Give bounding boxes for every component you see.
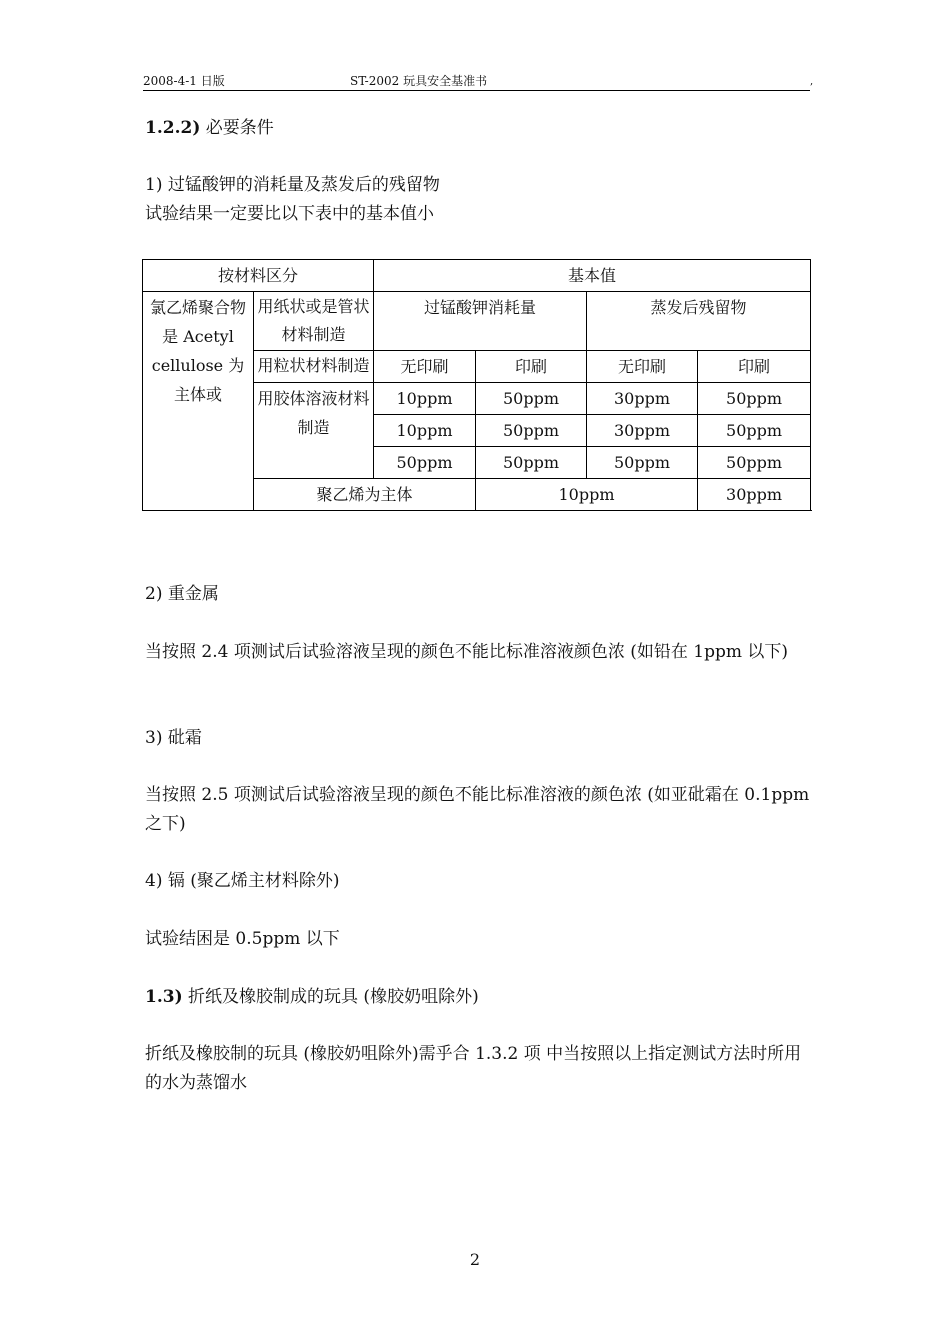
header-date: 2008-4-1 日版 <box>143 74 225 88</box>
item4-body: 试验结困是 0.5ppm 以下 <box>145 929 340 949</box>
section-title: 必要条件 <box>205 118 274 138</box>
table-cell: 50ppm <box>698 447 811 479</box>
section-1-3-body: 折纸及橡胶制的玩具 (橡胶奶咀除外)需乎合 1.3.2 项 中当按照以上指定测试方法时所用的水为蒸馏水 <box>145 1044 802 1093</box>
item3-body: 当按照 2.5 项测试后试验溶液呈现的颜色不能比标准溶液的颜色浓 (如亚砒霜在 0.1ppm 之下) <box>145 785 810 834</box>
section-number: 1.3) <box>145 987 183 1007</box>
pe-kmno4-value: 10ppm <box>476 479 698 511</box>
th-no-print-1: 无印刷 <box>374 351 476 383</box>
table-cell: 10ppm <box>374 383 476 415</box>
table-cell: 30ppm <box>587 383 698 415</box>
page-number: 2 <box>469 1250 481 1269</box>
table-cell: 50ppm <box>476 415 587 447</box>
section-title: 折纸及橡胶制成的玩具 (橡胶奶咀除外) <box>188 987 479 1007</box>
table-cell: 50ppm <box>374 447 476 479</box>
table-cell: 50ppm <box>698 383 811 415</box>
section-heading-1-2-2 <box>145 114 274 143</box>
th-basic-value: 基本值 <box>374 260 811 292</box>
table-cell: 30ppm <box>587 415 698 447</box>
pe-label: 聚乙烯为主体 <box>254 479 476 511</box>
sub-paper: 用纸状或是管状材料制造 <box>254 292 374 351</box>
th-print-2: 印刷 <box>698 351 811 383</box>
item4-heading: 4) 镉 (聚乙烯主材料除外) <box>145 871 340 891</box>
th-residue: 蒸发后残留物 <box>587 292 811 351</box>
sub-colloid: 用胶体溶液材料制造 <box>254 383 374 479</box>
table-cell: 50ppm <box>476 383 587 415</box>
th-no-print-2: 无印刷 <box>587 351 698 383</box>
th-kmno4: 过锰酸钾消耗量 <box>374 292 587 351</box>
table-cell: 50ppm <box>587 447 698 479</box>
section-number: 1.2.2) <box>145 118 201 138</box>
sub-granular: 用粒状材料制造 <box>254 351 374 383</box>
section-heading-1-3 <box>145 983 479 1012</box>
header-mark: , <box>810 76 814 87</box>
item2-heading: 2) 重金属 <box>145 584 219 604</box>
item3-heading: 3) 砒霜 <box>145 728 202 748</box>
page-header <box>143 70 814 91</box>
row-group-label: 氯乙烯聚合物是 Acetyl cellulose 为主体或 <box>143 292 254 511</box>
header-title: ST-2002 玩具安全基准书 <box>350 74 488 88</box>
item1-heading: 1) 过锰酸钾的消耗量及蒸发后的残留物 <box>145 175 440 195</box>
table-cell: 50ppm <box>698 415 811 447</box>
pe-residue-value: 30ppm <box>698 479 811 511</box>
item2-body: 当按照 2.4 项测试后试验溶液呈现的颜色不能比标准溶液颜色浓 (如铅在 1ppm 以下) <box>145 642 789 662</box>
th-material: 按材料区分 <box>143 260 374 292</box>
table-cell: 10ppm <box>374 415 476 447</box>
item1-line2: 试验结果一定要比以下表中的基本值小 <box>145 204 434 224</box>
table-row <box>143 292 811 351</box>
table-row <box>143 260 811 292</box>
th-print-1: 印刷 <box>476 351 587 383</box>
standard-values-table <box>142 259 811 511</box>
table-cell: 50ppm <box>476 447 587 479</box>
